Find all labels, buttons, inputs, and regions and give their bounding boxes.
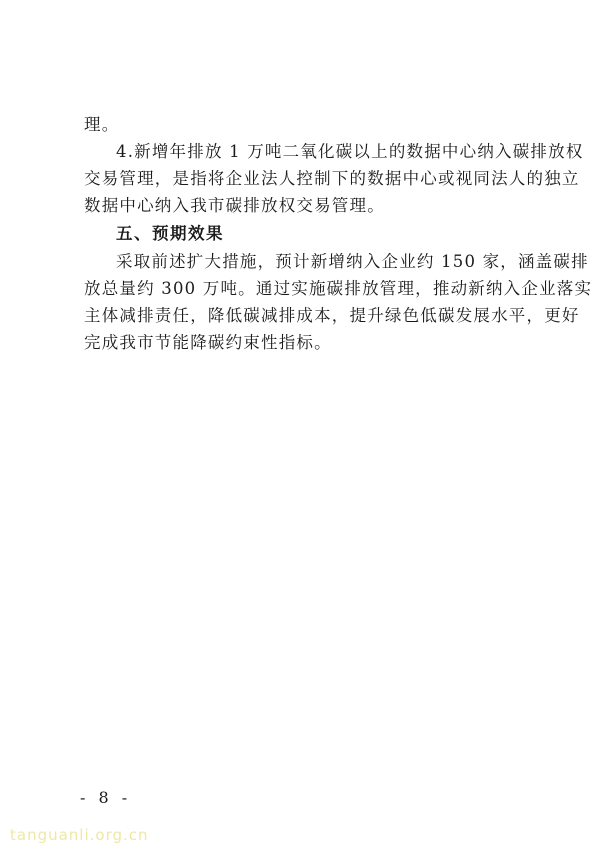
paragraph-line: 主体减排责任，降低碳减排成本，提升绿色低碳发展水平，更好 [84, 306, 580, 325]
page-number: - 8 - [80, 788, 132, 807]
section-heading: 五、预期效果 [116, 224, 224, 243]
paragraph-line: 交易管理，是指将企业法人控制下的数据中心或视同法人的独立 [84, 169, 580, 188]
paragraph-line: 完成我市节能降碳约束性指标。 [84, 333, 332, 352]
paragraph-line: 放总量约 300 万吨。通过实施碳排放管理，推动新纳入企业落实 [84, 279, 593, 298]
watermark: tanguanli.org.cn [10, 826, 149, 844]
paragraph-line: 4.新增年排放 1 万吨二氧化碳以上的数据中心纳入碳排放权 [116, 142, 584, 161]
paragraph-line: 数据中心纳入我市碳排放权交易管理。 [84, 196, 385, 215]
paragraph-line: 采取前述扩大措施，预计新增纳入企业约 150 家，涵盖碳排 [116, 252, 589, 271]
paragraph-line: 理。 [84, 115, 120, 134]
